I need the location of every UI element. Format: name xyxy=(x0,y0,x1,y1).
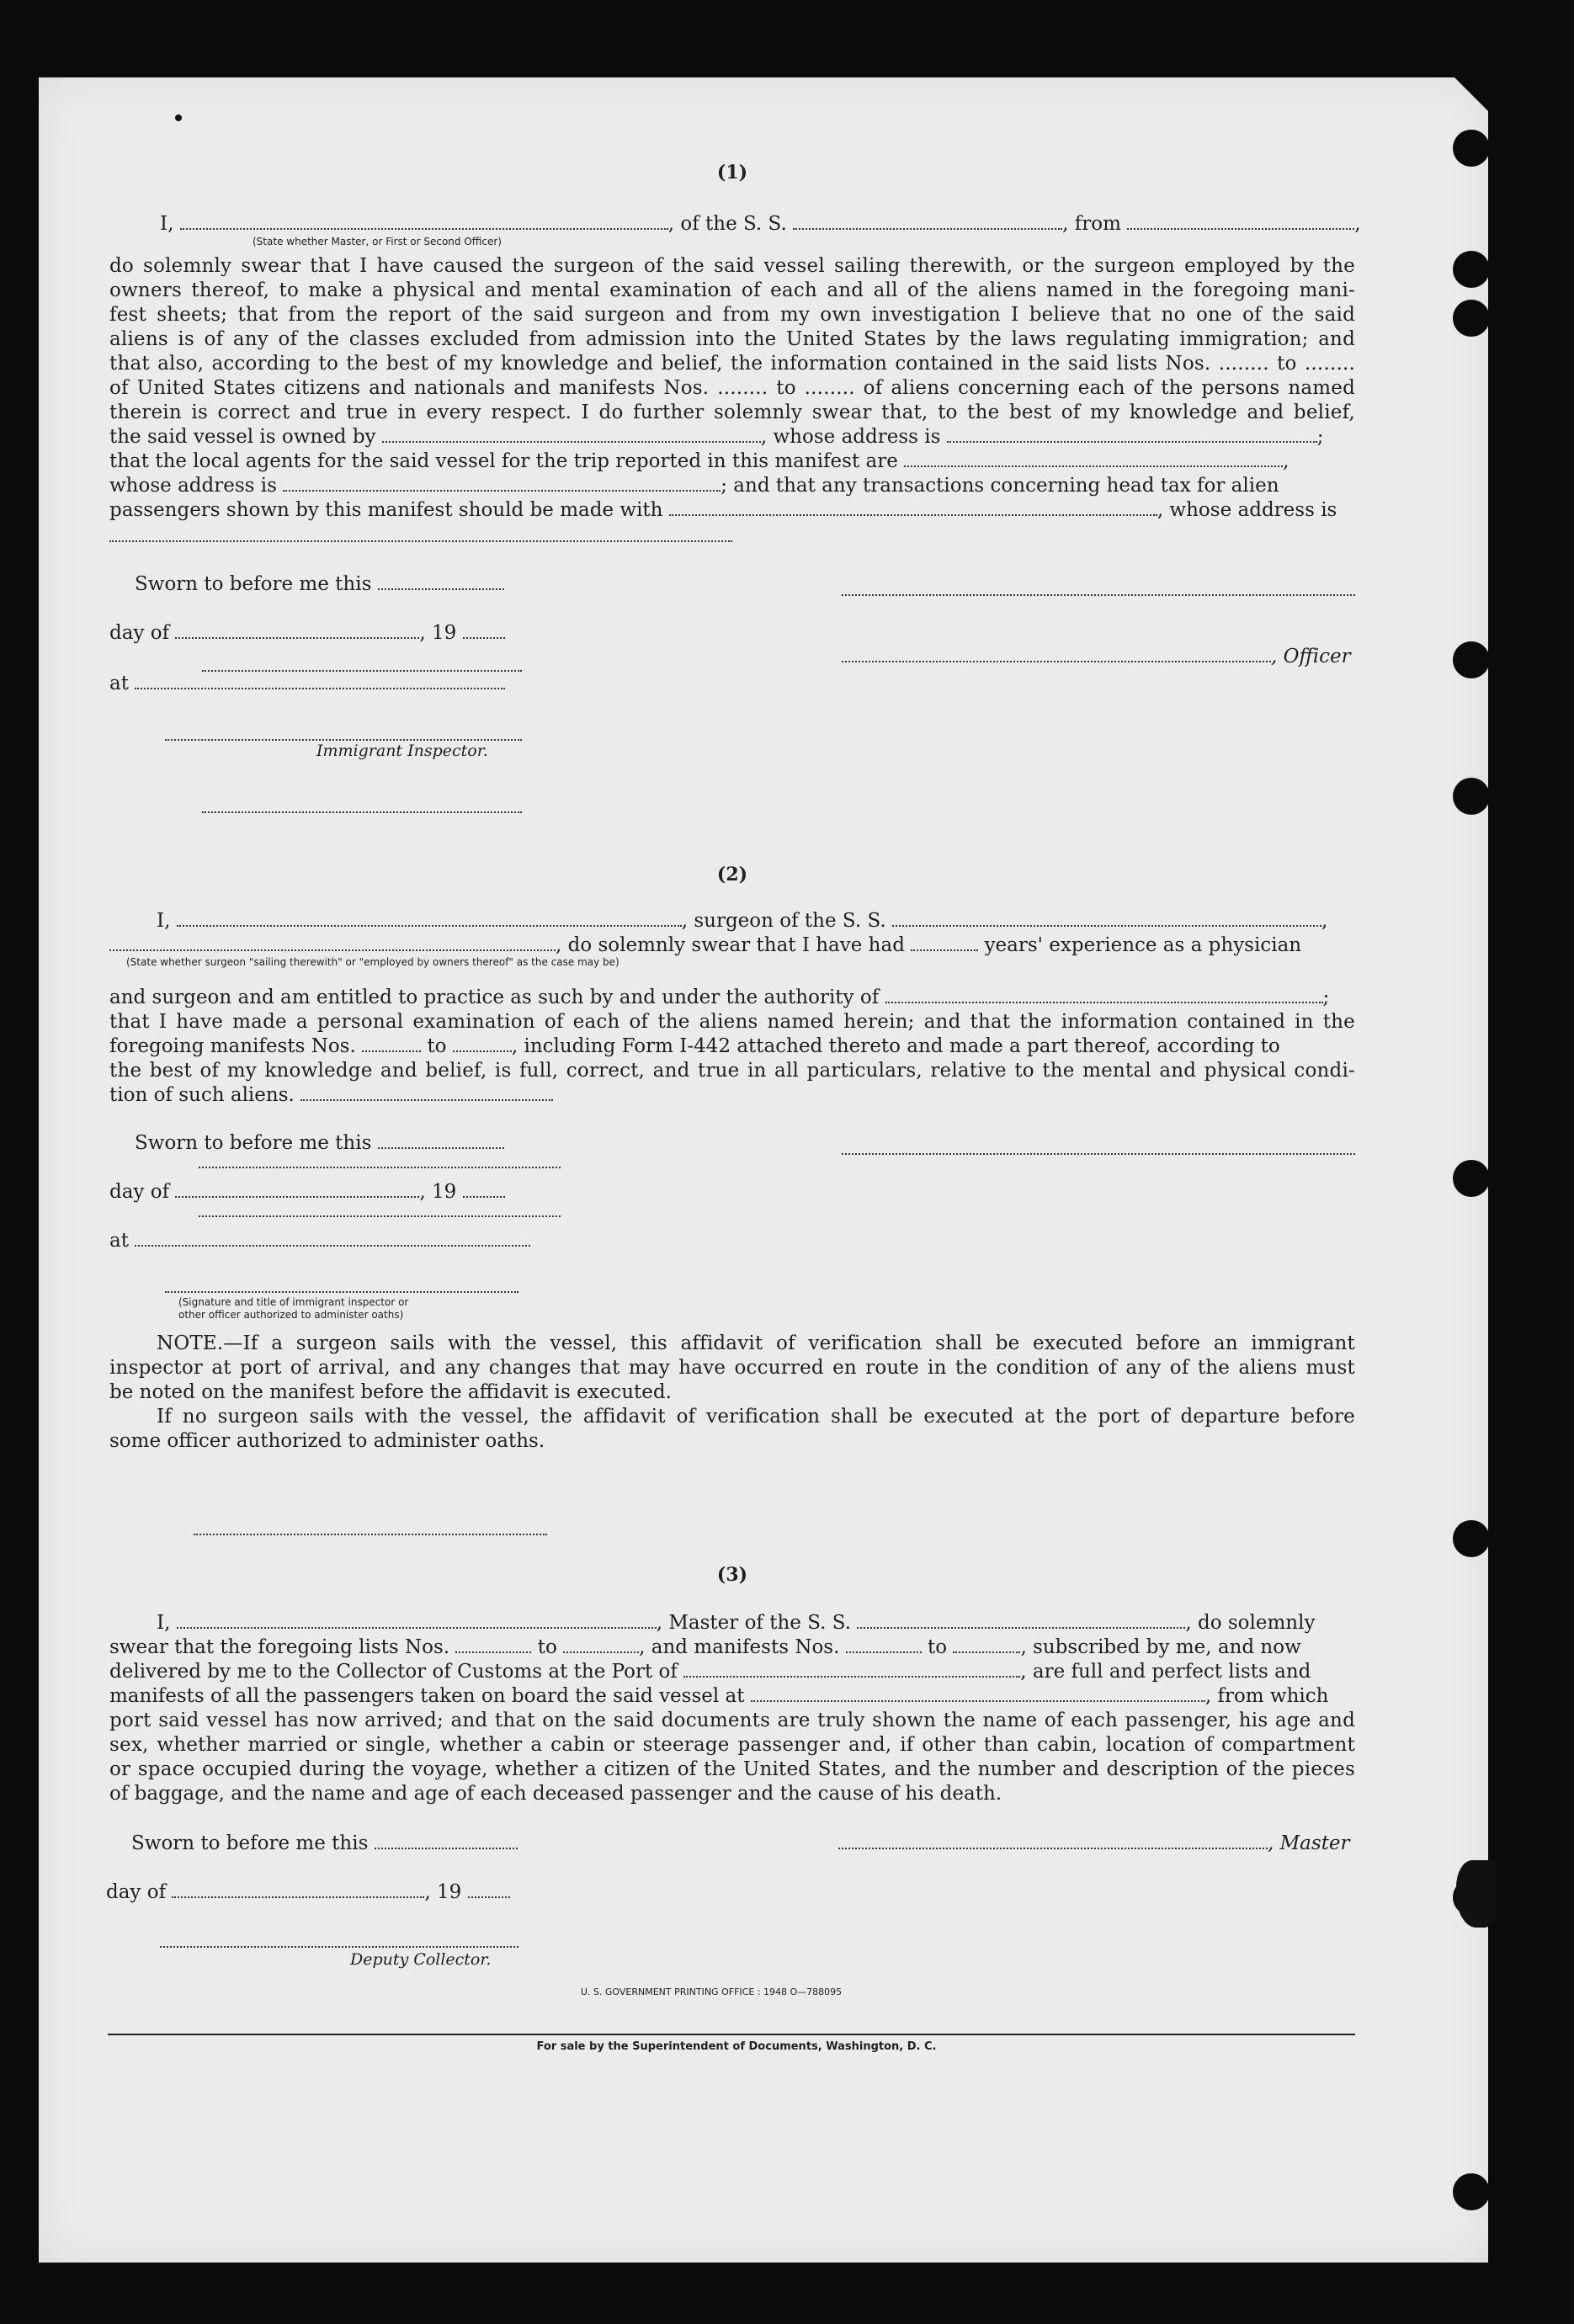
aliens-text: tion of such aliens. xyxy=(109,1084,295,1106)
to-label: to xyxy=(537,1636,557,1658)
officer-label: , Officer xyxy=(1271,646,1351,667)
agents-line: that the local agents for the said vessel for the trip reported in this manifest are , xyxy=(109,450,1290,472)
aliens-line xyxy=(109,1083,553,1108)
lists-text: , are full and perfect lists and xyxy=(1020,1661,1311,1683)
at-line xyxy=(109,1229,530,1253)
lists-line xyxy=(109,1635,1301,1660)
authority-blank[interactable] xyxy=(885,987,1323,1003)
oath-text-line: port said vessel has now arrived; and that on the said documents are truly shown the name of each passenger, his age and xyxy=(109,1710,1355,1731)
note-line: If no surgeon sails with the vessel, the affidavit of verification shall be executed at the port of departure before xyxy=(157,1406,1355,1428)
master-line xyxy=(157,1611,1315,1635)
oath-text-line: sex, whether married or single, whether a cabin or steerage passenger and, if other than cabin, location of compartment xyxy=(109,1734,1355,1756)
dotted-rule xyxy=(199,1214,561,1217)
ship-label: , Master of the S. S. xyxy=(656,1612,852,1634)
agents-address-line xyxy=(109,474,1279,498)
signature-instruction: other officer authorized to administer oaths) xyxy=(178,1309,404,1321)
officer-title-line xyxy=(842,645,1351,669)
oath-text-line: do solemnly swear that I have caused the surgeon of the said vessel sailing therewith, or the surgeon employed by the xyxy=(109,255,1355,277)
to-label: to xyxy=(928,1636,948,1658)
form-text: , including Form I-442 attached thereto and made a part thereof, according to xyxy=(511,1035,1280,1057)
note-line: be noted on the manifest before the affidavit is executed. xyxy=(109,1381,672,1403)
oath-text-line: that I have made a personal examination of each of the aliens named herein; and that the information contained in the xyxy=(109,1011,1355,1033)
list-from-blank[interactable] xyxy=(455,1636,531,1653)
port-taken-blank[interactable] xyxy=(751,1685,1205,1702)
ship-name-blank[interactable] xyxy=(892,910,1321,927)
subscribed-text: , subscribed by me, and now xyxy=(1020,1636,1301,1658)
punch-hole xyxy=(1453,778,1490,815)
ship-label: , of the S. S. xyxy=(667,213,787,235)
master-name-blank[interactable] xyxy=(177,1612,657,1629)
dotted-rule xyxy=(194,1532,547,1535)
experience-line xyxy=(109,933,1301,958)
sworn-date-blank[interactable] xyxy=(378,1132,504,1149)
sworn-line xyxy=(135,572,504,597)
head-tax-text: ; and that any transactions concerning head tax for alien xyxy=(721,475,1279,497)
head-tax-line xyxy=(109,498,1337,523)
officer-signature-blank[interactable] xyxy=(165,1290,518,1293)
year-blank[interactable] xyxy=(468,1881,510,1898)
head-tax-blank[interactable] xyxy=(669,499,1157,516)
authority-line: and surgeon and am entitled to practice as such by and under the authority of ; xyxy=(109,987,1330,1008)
list-to-blank[interactable] xyxy=(563,1636,639,1653)
master-signature-line xyxy=(838,1832,1350,1856)
manifest-from-blank[interactable] xyxy=(362,1035,421,1052)
surgeon-name-blank[interactable] xyxy=(177,910,682,927)
year-prefix: , 19 xyxy=(419,622,457,644)
agents-address-blank[interactable] xyxy=(283,475,721,492)
from-label: , from xyxy=(1062,213,1121,235)
day-blank[interactable] xyxy=(172,1881,424,1898)
oath-text-line: the best of my knowledge and belief, is full, correct, and true in all particulars, relative to the mental and physical condi- xyxy=(109,1060,1355,1082)
manifests-label: foregoing manifests Nos. xyxy=(109,1035,356,1057)
year-blank[interactable] xyxy=(463,622,505,639)
page-corner xyxy=(1454,77,1488,111)
section-heading-2: (2) xyxy=(716,864,748,885)
oath-text-line: owners thereof, to make a physical and mental examination of each and all of the aliens named in the foregoing mani- xyxy=(109,279,1355,301)
place-blank[interactable] xyxy=(135,1230,530,1247)
sworn-date-blank[interactable] xyxy=(375,1832,518,1849)
punch-hole xyxy=(1453,2173,1490,2210)
footer-rule xyxy=(108,2034,1355,2035)
years-blank[interactable] xyxy=(911,934,978,951)
year-prefix: , 19 xyxy=(419,1181,457,1203)
oath-text-line: therein is correct and true in every respect. I do further solemnly swear that, to the best of my knowledge and belief, xyxy=(109,402,1355,423)
head-tax-label: passengers shown by this manifest should be made with xyxy=(109,499,663,521)
oath-text-line: fest sheets; that from the report of the said surgeon and from my own investigation I believe that no one of the said xyxy=(109,304,1355,326)
year-prefix: , 19 xyxy=(424,1881,462,1903)
sworn-line xyxy=(135,1131,504,1156)
sworn-date-blank[interactable] xyxy=(378,573,504,590)
day-blank[interactable] xyxy=(175,1181,419,1198)
master-signature-blank[interactable] xyxy=(838,1832,1268,1849)
port-line xyxy=(109,1660,1311,1684)
aliens-blank[interactable] xyxy=(300,1084,553,1101)
oath-text-line: aliens is of any of the classes excluded from admission into the United States by the laws regulating immigration; and xyxy=(109,328,1355,350)
agents-address-label: whose address is xyxy=(109,475,277,497)
punch-hole xyxy=(1453,300,1490,337)
printing-office-imprint: U. S. GOVERNMENT PRINTING OFFICE : 1948 O—788095 xyxy=(580,1986,843,1997)
to-label: to xyxy=(427,1035,447,1057)
owner-address-blank[interactable] xyxy=(947,426,1317,443)
pronoun-text: I, xyxy=(157,910,171,932)
dotted-rule xyxy=(199,1165,561,1168)
manifests-label: , and manifests Nos. xyxy=(639,1636,840,1658)
collector-text: delivered by me to the Collector of Customs at the Port of xyxy=(109,1661,678,1683)
swear-text: , do solemnly xyxy=(1185,1612,1316,1634)
note-line: inspector at port of arrival, and any changes that may have occurred en route in the condition of any of the aliens must xyxy=(109,1357,1355,1379)
officer-name-blank[interactable] xyxy=(180,213,668,230)
taken-line xyxy=(109,1684,1328,1709)
day-line xyxy=(109,621,505,646)
collector-label: Deputy Collector. xyxy=(350,1950,492,1969)
punch-hole xyxy=(1453,130,1490,167)
sworn-line xyxy=(131,1832,518,1856)
ship-name-blank[interactable] xyxy=(857,1612,1185,1629)
manifest-from-blank[interactable] xyxy=(846,1636,922,1653)
sworn-label: Sworn to before me this xyxy=(131,1832,369,1854)
sales-footer: For sale by the Superintendent of Documents, Washington, D. C. xyxy=(536,2040,937,2053)
port-blank[interactable] xyxy=(683,1661,1020,1678)
manifest-to-blank[interactable] xyxy=(953,1636,1020,1653)
signature-instruction: (Signature and title of immigrant inspector or xyxy=(178,1296,409,1308)
rank-instruction: (State whether Master, or First or Second Officer) xyxy=(253,236,502,247)
punch-hole xyxy=(1453,251,1490,288)
year-blank[interactable] xyxy=(463,1181,505,1198)
day-line xyxy=(106,1880,510,1905)
manifests-line xyxy=(109,1034,1280,1059)
owner-line: the said vessel is owned by , whose address is ; xyxy=(109,426,1324,448)
inspector-label: Immigrant Inspector. xyxy=(316,742,488,760)
owner-label: the said vessel is owned by xyxy=(109,426,376,448)
torn-edge xyxy=(1456,1860,1497,1928)
oath-line: I, , of the S. S. , from , xyxy=(160,213,1361,235)
at-line xyxy=(109,672,505,696)
surgeon-signature-blank[interactable] xyxy=(842,1151,1355,1155)
oath-text-line: of United States citizens and nationals and manifests Nos. ........ to ........ of aliens concerning each of the persons named xyxy=(109,377,1355,399)
officer-title-blank[interactable] xyxy=(842,646,1271,662)
surgeon-line: I, , surgeon of the S. S. , xyxy=(157,910,1328,932)
lists-label: swear that the foregoing lists Nos. xyxy=(109,1636,450,1658)
surgeon-status-instruction: (State whether surgeon "sailing therewith" or "employed by owners thereof" as the case may be) xyxy=(126,956,619,968)
bleed-through xyxy=(210,150,221,171)
ink-speck xyxy=(175,114,182,121)
manifest-to-blank[interactable] xyxy=(453,1035,512,1052)
day-label: day of xyxy=(109,1181,170,1203)
from-which-text: , from which xyxy=(1204,1685,1329,1707)
note-line: some officer authorized to administer oaths. xyxy=(109,1430,545,1452)
day-label: day of xyxy=(109,622,170,644)
surgeon-status-blank[interactable] xyxy=(109,934,556,951)
experience-text: , do solemnly swear that I have had xyxy=(556,934,905,956)
sworn-label: Sworn to before me this xyxy=(135,573,372,595)
head-tax-address-blank[interactable] xyxy=(109,539,732,542)
pronoun-text: I, xyxy=(157,1612,171,1634)
officer-signature-blank[interactable] xyxy=(842,593,1355,596)
day-line xyxy=(109,1180,505,1205)
at-label: at xyxy=(109,1230,129,1252)
place-blank[interactable] xyxy=(135,673,505,689)
oath-text-line: or space occupied during the voyage, whether a citizen of the United States, and the number and description of the pieces xyxy=(109,1758,1355,1780)
owner-address-label: , whose address is xyxy=(760,426,941,448)
punch-hole xyxy=(1453,1520,1490,1557)
pronoun-text: I, xyxy=(160,213,174,235)
ship-name-blank[interactable] xyxy=(793,213,1062,230)
head-tax-address-label: , whose address is xyxy=(1157,499,1337,521)
dotted-rule xyxy=(202,810,522,813)
ship-label: , surgeon of the S. S. xyxy=(681,910,886,932)
owner-blank[interactable] xyxy=(382,426,761,443)
agents-blank[interactable] xyxy=(904,450,1283,467)
authority-text: and surgeon and am entitled to practice as such by and under the authority of xyxy=(109,987,880,1008)
day-blank[interactable] xyxy=(175,622,419,639)
port-from-blank[interactable] xyxy=(1127,213,1354,230)
at-label: at xyxy=(109,673,129,694)
oath-text-line: that also, according to the best of my knowledge and belief, the information contained in the said lists Nos. ........ to ........ xyxy=(109,353,1355,375)
note-line: NOTE.—If a surgeon sails with the vessel, this affidavit of verification shall be executed before an immigrant xyxy=(157,1332,1355,1354)
section-heading-3: (3) xyxy=(716,1564,748,1586)
section-heading-1: (1) xyxy=(716,162,748,183)
agents-label: that the local agents for the said vessel for the trip reported in this manifest are xyxy=(109,450,898,472)
punch-hole xyxy=(1453,641,1490,678)
taken-text: manifests of all the passengers taken on board the said vessel at xyxy=(109,1685,745,1707)
day-label: day of xyxy=(106,1881,167,1903)
master-label: , Master xyxy=(1268,1832,1350,1854)
sworn-label: Sworn to before me this xyxy=(135,1132,372,1154)
oath-text-line: of baggage, and the name and age of each deceased passenger and the cause of his death. xyxy=(109,1783,1002,1805)
physician-text: years' experience as a physician xyxy=(984,934,1302,956)
punch-hole xyxy=(1453,1160,1490,1197)
